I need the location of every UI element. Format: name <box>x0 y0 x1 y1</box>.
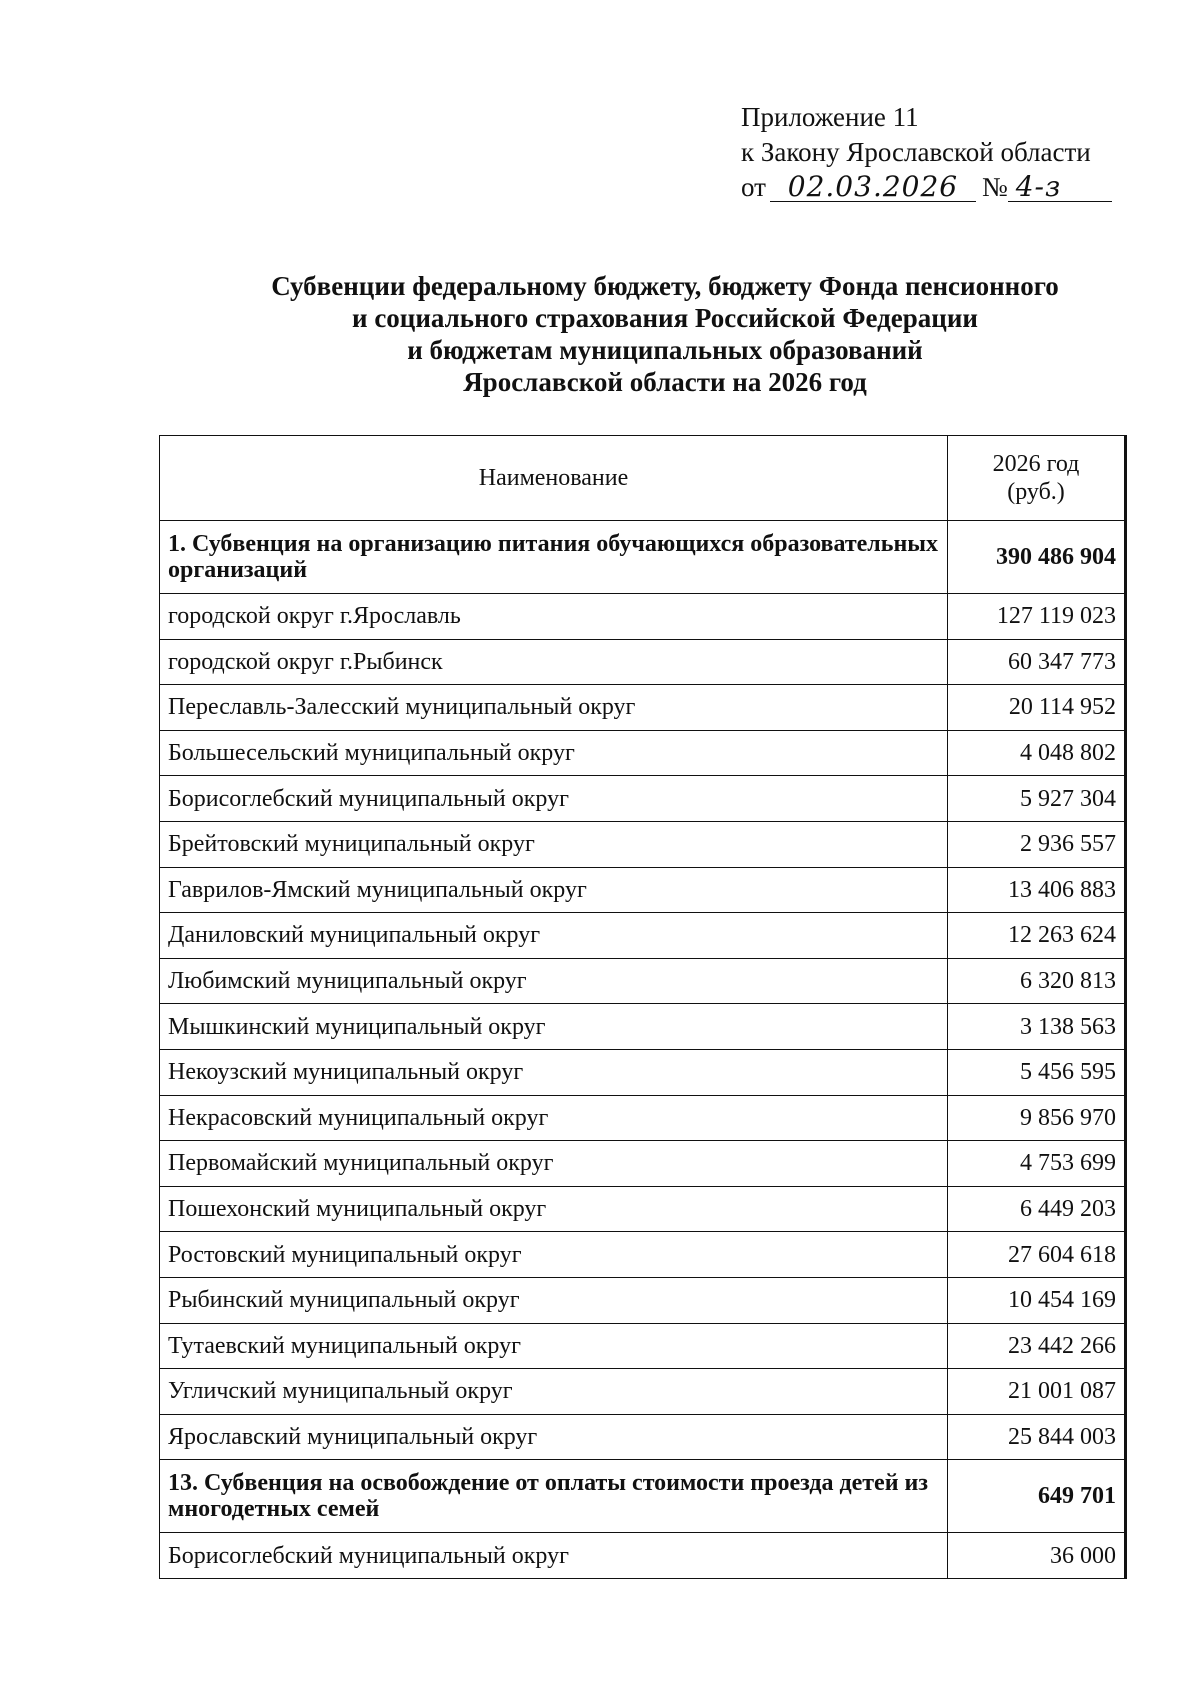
number-sign: № <box>981 172 1008 202</box>
municipality-name: Борисоглебский муниципальный округ <box>160 776 948 822</box>
subvention-amount: 20 114 952 <box>948 685 1126 731</box>
handwritten-number: 4-з <box>1008 173 1112 202</box>
section-total: 649 701 <box>948 1460 1126 1533</box>
subvention-amount: 4 753 699 <box>948 1141 1126 1187</box>
subventions-table <box>159 435 1127 1579</box>
municipality-name: Рыбинский муниципальный округ <box>160 1277 948 1323</box>
table-row <box>160 1369 1126 1415</box>
table-row <box>160 1277 1126 1323</box>
table-row <box>160 1095 1126 1141</box>
subvention-amount: 27 604 618 <box>948 1232 1126 1278</box>
section-total: 390 486 904 <box>948 521 1126 594</box>
appendix-date-line <box>741 170 1112 205</box>
municipality-name: Большесельский муниципальный округ <box>160 730 948 776</box>
title-line: и социального страхования Российской Федерации <box>352 303 978 333</box>
subvention-amount: 60 347 773 <box>948 639 1126 685</box>
table-row <box>160 821 1126 867</box>
table-row <box>160 1004 1126 1050</box>
subvention-amount: 36 000 <box>948 1533 1126 1579</box>
section-row <box>160 521 1126 594</box>
document-title <box>150 270 1180 398</box>
section-name: 1. Субвенция на организацию питания обучающихся образовательных организаций <box>160 521 948 594</box>
municipality-name: Брейтовский муниципальный округ <box>160 821 948 867</box>
table-row <box>160 958 1126 1004</box>
municipality-name: городской округ г.Ярославль <box>160 594 948 640</box>
subvention-amount: 2 936 557 <box>948 821 1126 867</box>
table-row <box>160 685 1126 731</box>
table-row <box>160 1323 1126 1369</box>
subvention-amount: 5 927 304 <box>948 776 1126 822</box>
municipality-name: Первомайский муниципальный округ <box>160 1141 948 1187</box>
subvention-amount: 3 138 563 <box>948 1004 1126 1050</box>
header-value-unit: (руб.) <box>1007 479 1065 505</box>
table-row <box>160 867 1126 913</box>
table-row <box>160 1186 1126 1232</box>
table-body <box>160 521 1126 1579</box>
municipality-name: Тутаевский муниципальный округ <box>160 1323 948 1369</box>
handwritten-date: 02.03.2026 <box>770 173 976 202</box>
appendix-number: Приложение 11 <box>741 102 919 132</box>
table-row <box>160 594 1126 640</box>
subvention-amount: 13 406 883 <box>948 867 1126 913</box>
table-row <box>160 639 1126 685</box>
municipality-name: Угличский муниципальный округ <box>160 1369 948 1415</box>
municipality-name: Мышкинский муниципальный округ <box>160 1004 948 1050</box>
municipality-name: Ростовский муниципальный округ <box>160 1232 948 1278</box>
municipality-name: Пошехонский муниципальный округ <box>160 1186 948 1232</box>
municipality-name: Любимский муниципальный округ <box>160 958 948 1004</box>
date-prefix: от <box>741 172 766 202</box>
municipality-name: Гаврилов-Ямский муниципальный округ <box>160 867 948 913</box>
municipality-name: Борисоглебский муниципальный округ <box>160 1533 948 1579</box>
title-line: и бюджетам муниципальных образований <box>407 335 923 365</box>
table-row <box>160 1232 1126 1278</box>
subvention-amount: 5 456 595 <box>948 1049 1126 1095</box>
municipality-name: Некрасовский муниципальный округ <box>160 1095 948 1141</box>
title-line: Ярославской области на 2026 год <box>463 367 867 397</box>
appendix-law-reference: к Закону Ярославской области <box>741 137 1091 167</box>
subvention-amount: 6 449 203 <box>948 1186 1126 1232</box>
subvention-amount: 10 454 169 <box>948 1277 1126 1323</box>
subvention-amount: 21 001 087 <box>948 1369 1126 1415</box>
municipality-name: городской округ г.Рыбинск <box>160 639 948 685</box>
table-row <box>160 1049 1126 1095</box>
header-name: Наименование <box>160 436 948 521</box>
section-row <box>160 1460 1126 1533</box>
table-row <box>160 1414 1126 1460</box>
table-row <box>160 776 1126 822</box>
title-line: Субвенции федеральному бюджету, бюджету Фонда пенсионного <box>271 271 1059 301</box>
subvention-amount: 9 856 970 <box>948 1095 1126 1141</box>
table-row <box>160 1533 1126 1579</box>
subvention-amount: 25 844 003 <box>948 1414 1126 1460</box>
subvention-amount: 6 320 813 <box>948 958 1126 1004</box>
subvention-amount: 4 048 802 <box>948 730 1126 776</box>
table-row <box>160 730 1126 776</box>
municipality-name: Даниловский муниципальный округ <box>160 913 948 959</box>
header-value <box>948 436 1126 521</box>
header-value-year: 2026 год <box>992 451 1080 477</box>
section-name: 13. Субвенция на освобождение от оплаты стоимости проезда детей из многодетных семей <box>160 1460 948 1533</box>
table-header-row <box>160 436 1126 521</box>
subvention-amount: 23 442 266 <box>948 1323 1126 1369</box>
appendix-header <box>741 100 1112 205</box>
municipality-name: Ярославский муниципальный округ <box>160 1414 948 1460</box>
table-row <box>160 913 1126 959</box>
subvention-amount: 127 119 023 <box>948 594 1126 640</box>
municipality-name: Некоузский муниципальный округ <box>160 1049 948 1095</box>
municipality-name: Переславль-Залесский муниципальный округ <box>160 685 948 731</box>
table-row <box>160 1141 1126 1187</box>
subvention-amount: 12 263 624 <box>948 913 1126 959</box>
